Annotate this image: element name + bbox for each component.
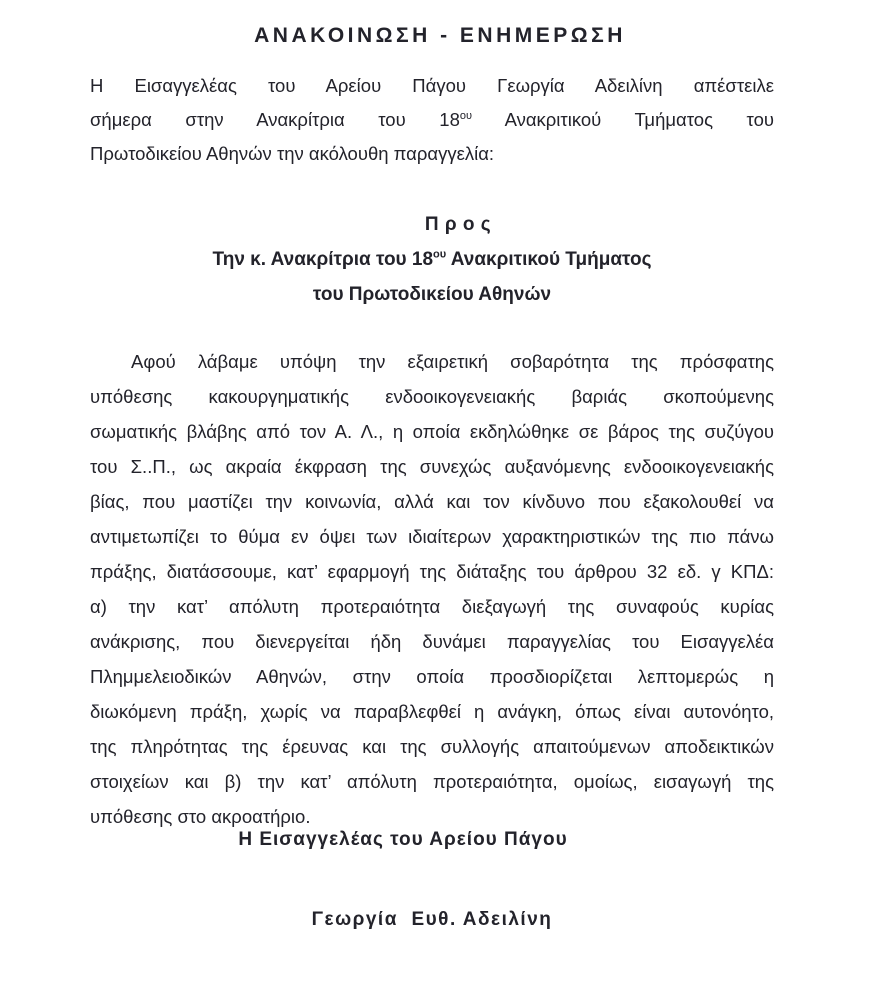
- ordinal-superscript: ου: [433, 248, 447, 261]
- recipient-line-1-text-after: Ανακριτικού Τμήματος: [446, 249, 652, 270]
- signature-role: Η Εισαγγελέας του Αρείου Πάγου: [238, 829, 568, 850]
- order-paragraph: [90, 344, 774, 834]
- intro-line-1: Η Εισαγγελέας του Αρείου Πάγου Γεωργία Αδειλίνη απέστειλε: [90, 75, 774, 96]
- intro-paragraph: [90, 69, 774, 171]
- body-line: αντιμετωπίζει το θύμα εν όψει των ιδιαίτερων χαρακτηριστικών της πιο πάνω: [90, 526, 774, 547]
- body-line: σωματικής βλάβης από τον Α. Λ., η οποία εκδηλώθηκε σε βάρος της συζύγου: [90, 421, 774, 442]
- body-line: βίας, που μαστίζει την κοινωνία, αλλά και τον κίνδυνο που εξακολουθεί να: [90, 491, 774, 512]
- body-line: α) την κατ’ απόλυτη προτεραιότητα διεξαγωγή της συναφούς κυρίας: [90, 596, 774, 617]
- body-line: διωκόμενη πράξη, χωρίς να παραβλεφθεί η ανάγκη, όπως είναι αυτονόητο,: [90, 701, 774, 722]
- document-title: ΑΝΑΚΟΙΝΩΣΗ - ΕΝΗΜΕΡΩΣΗ: [254, 24, 626, 47]
- ordinal-superscript: ου: [459, 109, 473, 122]
- intro-line-2-text-after: Ανακριτικού Τμήματος του: [472, 109, 775, 130]
- body-line: της πληρότητας της έρευνας και της συλλογής απαιτούμενων αποδεικτικών: [90, 736, 774, 757]
- body-line: του Σ..Π., ως ακραία έκφραση της συνεχώς αυξανόμενης ενδοοικογενειακής: [90, 456, 774, 477]
- body-line: στοιχείων και β) την κατ’ απόλυτη προτεραιότητα, ομοίως, εισαγωγή της: [90, 771, 774, 792]
- body-line: υπόθεσης στο ακροατήριο.: [90, 806, 311, 827]
- body-line: ανάκρισης, που διενεργείται ήδη δυνάμει παραγγελίας του Εισαγγελέα: [90, 631, 774, 652]
- body-line: υπόθεσης κακουργηματικής ενδοοικογενειακής βαριάς σκοπούμενης: [90, 386, 774, 407]
- recipient-line-1: [90, 242, 774, 277]
- recipient-heading: Π ρ ο ς: [424, 214, 492, 235]
- signature-name: Γεωργία Ευθ. Αδειλίνη: [311, 909, 553, 930]
- recipient-line-1-text: Την κ. Ανακρίτρια του 18: [212, 249, 434, 270]
- intro-line-2-text: σήμερα στην Ανακρίτρια του 18: [90, 109, 460, 130]
- intro-line-3: Πρωτοδικείου Αθηνών την ακόλουθη παραγγελία:: [90, 143, 495, 164]
- body-line: πράξης, διατάσσουμε, κατ’ εφαρμογή της διάταξης του άρθρου 32 εδ. γ ΚΠΔ:: [90, 561, 774, 582]
- recipient-line-2: του Πρωτοδικείου Αθηνών: [312, 284, 552, 305]
- intro-line-2: [90, 103, 774, 137]
- recipient-block: [90, 207, 774, 312]
- body-line: Αφού λάβαμε υπόψη την εξαιρετική σοβαρότητα της πρόσφατης: [131, 351, 774, 372]
- body-line: Πλημμελειοδικών Αθηνών, στην οποία προσδιορίζεται λεπτομερώς η: [90, 666, 774, 687]
